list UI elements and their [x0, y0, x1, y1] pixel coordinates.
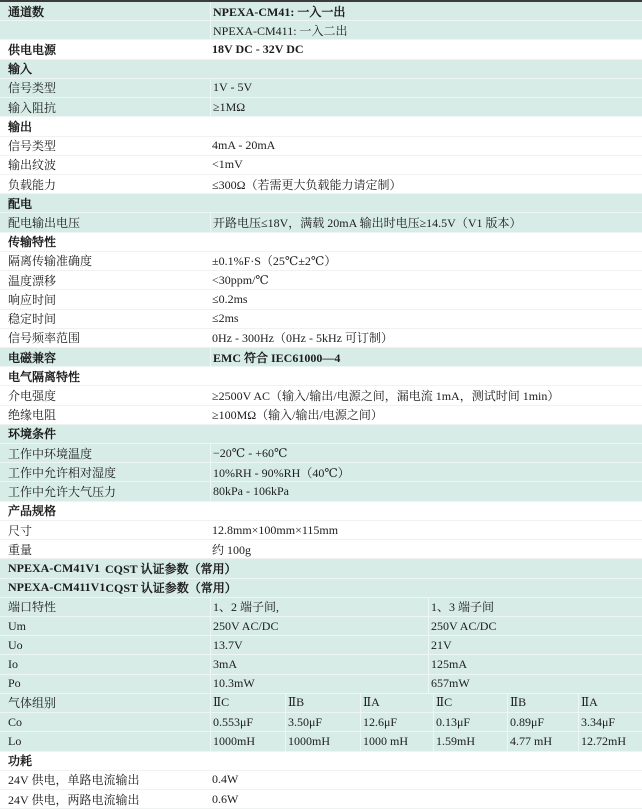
- spec-value: ≤300Ω（若需更大负载能力请定制）: [212, 177, 402, 192]
- spec-row: [0, 290, 642, 309]
- spec-label: Io: [8, 657, 18, 672]
- spec-label: 尺寸: [8, 523, 33, 538]
- spec-label: Po: [8, 676, 21, 691]
- spec-value: ±0.1%F·S（25℃±2℃）: [212, 254, 337, 269]
- section-title: 输出: [8, 119, 33, 134]
- spec-value: 1000mH: [210, 732, 285, 750]
- section-header-row: [0, 425, 642, 444]
- section-title: 环境条件: [8, 427, 57, 442]
- spec-value: 1V - 5V: [210, 79, 642, 97]
- spec-value: 0.89μF: [507, 713, 578, 731]
- spec-value: 1000mH: [285, 732, 360, 750]
- spec-value: 0.13μF: [433, 713, 507, 731]
- spec-value: 250V AC/DC: [428, 617, 642, 635]
- spec-label: 供电电源: [8, 43, 57, 58]
- spec-value: 0.4W: [212, 772, 239, 787]
- spec-value: NPEXA-CM41: 一入一出: [210, 2, 642, 20]
- spec-value: 3.34μF: [578, 713, 642, 731]
- spec-label: 气体组别: [8, 696, 57, 711]
- spec-label: Co: [8, 714, 23, 729]
- spec-row: [0, 137, 642, 156]
- spec-value: 125mA: [428, 655, 642, 673]
- spec-value: ≥1MΩ: [210, 98, 642, 116]
- spec-label: Uo: [8, 637, 23, 652]
- spec-label: 介电强度: [8, 388, 57, 403]
- spec-row: [0, 310, 642, 329]
- spec-value: 3.50μF: [285, 713, 360, 731]
- spec-label: 工作中环境温度: [8, 446, 93, 461]
- spec-label: 电磁兼容: [8, 350, 57, 365]
- section-title: 电气隔离特性: [8, 369, 81, 384]
- spec-row: [0, 156, 642, 175]
- spec-value: ⅡB: [285, 694, 360, 712]
- spec-label: 信号频率范围: [8, 331, 81, 346]
- spec-row: [0, 444, 642, 463]
- spec-row: [0, 175, 642, 194]
- spec-row: [0, 713, 642, 732]
- spec-value: ⅡC: [210, 694, 285, 712]
- spec-label: 工作中允许相对湿度: [8, 465, 117, 480]
- spec-row: [0, 790, 642, 809]
- spec-value: 13.7V: [210, 636, 428, 654]
- spec-value: 4mA - 20mA: [212, 138, 276, 153]
- spec-row: [0, 386, 642, 405]
- spec-row: [0, 40, 642, 59]
- spec-row: [0, 675, 642, 694]
- section-title: 产品规格: [8, 504, 57, 519]
- spec-value: NPEXA-CM411: 一入二出: [210, 21, 642, 39]
- spec-label: 输出纹波: [8, 158, 57, 173]
- spec-value: 0.6W: [212, 791, 239, 806]
- spec-row: [0, 540, 642, 559]
- spec-row: [0, 348, 642, 367]
- spec-row: [0, 271, 642, 290]
- spec-value: 10%RH - 90%RH（40℃）: [210, 463, 642, 481]
- spec-row: [0, 636, 642, 655]
- spec-value: −20℃ - +60℃: [210, 444, 642, 462]
- section-header-row: [0, 502, 642, 521]
- section-title: 配电: [8, 196, 33, 211]
- spec-value: 657mW: [428, 675, 642, 693]
- spec-value: 21V: [428, 636, 642, 654]
- section-header-row: [0, 194, 642, 213]
- spec-row: [0, 655, 642, 674]
- spec-row: [0, 694, 642, 713]
- spec-value: <30ppm/℃: [212, 272, 269, 287]
- spec-value: EMC 符合 IEC61000—4: [210, 348, 642, 366]
- spec-label: 响应时间: [8, 292, 57, 307]
- spec-value: 12.8mm×100mm×115mm: [212, 522, 339, 537]
- spec-value: 4.77 mH: [507, 732, 578, 750]
- spec-label: 负载能力: [8, 177, 57, 192]
- spec-value: ≤2ms: [212, 311, 239, 326]
- spec-label: 温度漂移: [8, 273, 57, 288]
- spec-label: 信号类型: [8, 81, 57, 96]
- spec-value: ⅡB: [507, 694, 578, 712]
- section-title: 功耗: [8, 754, 33, 769]
- spec-row: [0, 252, 642, 271]
- spec-value: 1、2 端子间,: [210, 598, 428, 616]
- spec-value: ≥2500V AC（输入/输出/电源之间，漏电流 1mA，测试时间 1min）: [212, 388, 560, 403]
- spec-label: 隔离传输准确度: [8, 254, 93, 269]
- section-header-row: [0, 233, 642, 252]
- spec-value: 0Hz - 300Hz（0Hz - 5kHz 可订制）: [212, 331, 393, 346]
- spec-value: 1000 mH: [360, 732, 433, 750]
- spec-value: ⅡC: [433, 694, 507, 712]
- spec-label: NPEXA-CM41V1: [8, 560, 100, 575]
- spec-label: 配电输出电压: [8, 216, 81, 231]
- spec-row: [0, 98, 642, 117]
- spec-value: 250V AC/DC: [210, 617, 428, 635]
- spec-row: [0, 482, 642, 501]
- spec-label: 端口特性: [8, 600, 57, 615]
- spec-value: ⅡA: [578, 694, 642, 712]
- spec-value: CQST 认证参数（常用）: [105, 561, 237, 576]
- spec-label: 信号类型: [8, 139, 57, 154]
- spec-label: 工作中允许大气压力: [8, 485, 117, 500]
- spec-row: [0, 329, 642, 348]
- spec-label: NPEXA-CM411V1: [8, 580, 106, 595]
- section-header-row: [0, 752, 642, 771]
- section-title: 输入: [8, 62, 33, 77]
- spec-value: 10.3mW: [210, 675, 428, 693]
- spec-row: [0, 21, 642, 40]
- spec-label: 24V 供电，两路电流输出: [8, 792, 140, 807]
- spec-value: 开路电压≤18V，满载 20mA 输出时电压≥14.5V（V1 版本）: [210, 213, 642, 231]
- spec-value: 约 100g: [212, 542, 252, 557]
- spec-row: [0, 732, 642, 751]
- spec-row: [0, 579, 642, 598]
- section-header-row: [0, 117, 642, 136]
- spec-value: 3mA: [210, 655, 428, 673]
- section-title: 传输特性: [8, 235, 57, 250]
- spec-label: 24V 供电，单路电流输出: [8, 773, 140, 788]
- spec-value: ≥100MΩ（输入/输出/电源之间）: [212, 408, 383, 423]
- spec-value: <1mV: [212, 157, 243, 172]
- spec-row: [0, 79, 642, 98]
- section-header-row: [0, 367, 642, 386]
- spec-label: 通道数: [8, 4, 45, 19]
- spec-row: [0, 771, 642, 790]
- spec-row: [0, 406, 642, 425]
- spec-label: Um: [8, 618, 26, 633]
- spec-value: 18V DC - 32V DC: [212, 42, 304, 57]
- spec-value: ≤0.2ms: [212, 291, 248, 306]
- spec-value: 80kPa - 106kPa: [210, 482, 642, 500]
- spec-row: [0, 521, 642, 540]
- spec-label: Lo: [8, 733, 22, 748]
- spec-value: 1.59mH: [433, 732, 507, 750]
- spec-label: 绝缘电阻: [8, 408, 57, 423]
- spec-row: [0, 2, 642, 21]
- spec-value: ⅡA: [360, 694, 433, 712]
- spec-row: [0, 213, 642, 232]
- spec-value: CQST 认证参数（常用）: [105, 581, 237, 596]
- spec-row: [0, 598, 642, 617]
- section-header-row: [0, 60, 642, 79]
- spec-label: 稳定时间: [8, 312, 57, 327]
- spec-label: 重量: [8, 542, 33, 557]
- spec-value: 1、3 端子间: [428, 598, 642, 616]
- spec-value: 12.72mH: [578, 732, 642, 750]
- spec-label: 输入阻抗: [8, 100, 57, 115]
- spec-value: 12.6μF: [360, 713, 433, 731]
- spec-row: [0, 463, 642, 482]
- spec-value: 0.553μF: [210, 713, 285, 731]
- spec-row: [0, 559, 642, 578]
- spec-row: [0, 617, 642, 636]
